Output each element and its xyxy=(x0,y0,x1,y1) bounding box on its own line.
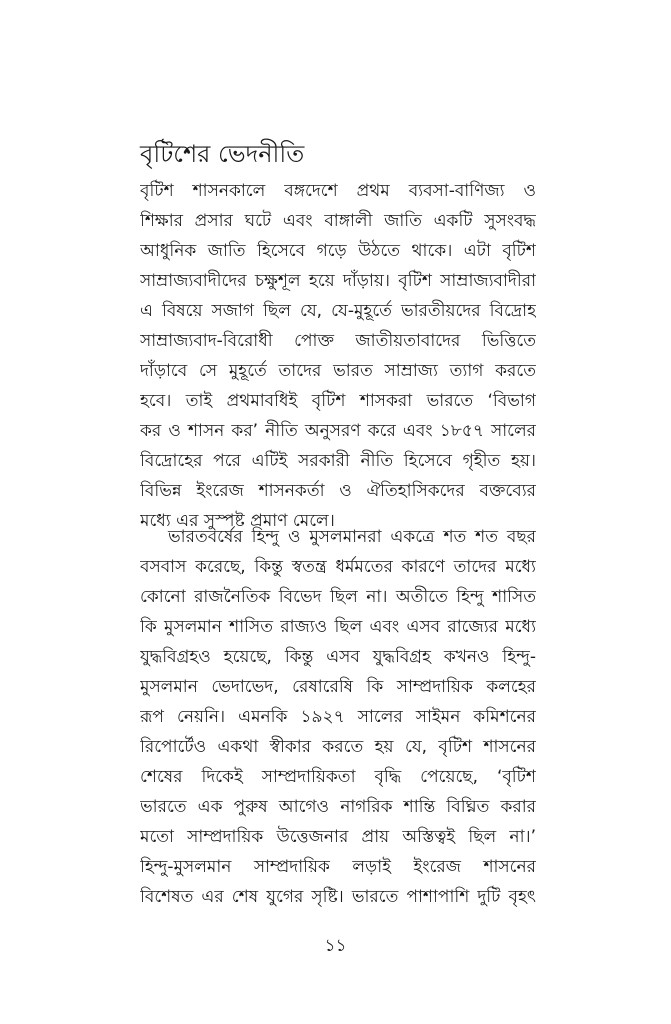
text-line: হবে। তাই প্রথমাবধিই বৃটিশ শাসকরা ভারতে ‘বিভাগ xyxy=(140,391,536,411)
text-line: মুসলমান ভেদাভেদ, রেষারেষি কি সাম্প্রদায়িক কলহের xyxy=(140,677,536,697)
text-line: ভারতে এক পুরুষ আগেও নাগরিক শান্তি বিঘ্নিত করার xyxy=(140,797,536,817)
text-line: বিভিন্ন ইংরেজ শাসনকর্তা ও ঐতিহাসিকদের বক্তব্যের xyxy=(140,481,536,501)
text-line: দাঁড়াবে সে মুহূর্তে তাদের ভারত সাম্রাজ্য ত্যাগ করতে xyxy=(140,361,536,381)
text-line: কর ও শাসন কর’ নীতি অনুসরণ করে এবং ১৮৫৭ সালের xyxy=(140,421,536,441)
text-line: হিন্দু-মুসলমান সাম্প্রদায়িক লড়াই ইংরেজ শাসনের xyxy=(140,857,536,877)
text-line: শেষের দিকেই সাম্প্রদায়িকতা বৃদ্ধি পেয়েছে, ‘বৃটিশ xyxy=(140,767,536,787)
text-line: সাম্রাজ্যবাদ-বিরোধী পোক্ত জাতীয়তাবাদের ভিত্তিতে xyxy=(140,331,536,351)
text-line: কোনো রাজনৈতিক বিভেদ ছিল না। অতীতে হিন্দু শাসিত xyxy=(140,587,536,607)
text-line: বসবাস করেছে, কিন্তু স্বতন্ত্র ধর্মমতের কারণে তাদের মধ্যে xyxy=(140,557,536,577)
text-line: শিক্ষার প্রসার ঘটে এবং বাঙ্গালী জাতি একটি সুসংবদ্ধ xyxy=(140,211,536,231)
section-heading: বৃটিশের ভেদনীতি xyxy=(140,140,305,168)
text-line: বিশেষত এর শেষ যুগের সৃষ্টি। ভারতে পাশাপাশি দুটি বৃহৎ xyxy=(140,887,536,907)
text-line: আধুনিক জাতি হিসেবে গড়ে উঠতে থাকে। এটা বৃটিশ xyxy=(140,241,536,261)
text-line: কি মুসলমান শাসিত রাজ্যও ছিল এবং এসব রাজ্যের মধ্যে xyxy=(140,617,536,637)
paragraph-1 xyxy=(140,176,536,536)
text-line: রিপোর্টেও একথা স্বীকার করতে হয় যে, বৃটিশ শাসনের xyxy=(140,737,536,757)
text-line: বৃটিশ শাসনকালে বঙ্গদেশে প্রথম ব্যবসা-বাণিজ্য ও xyxy=(140,181,536,201)
page-number: ১১ xyxy=(324,936,347,956)
text-line: ভারতবর্ষের হিন্দু ও মুসলমানরা একত্রে শত শত বছর xyxy=(168,527,536,547)
text-line: বিদ্রোহের পরে এটিই সরকারী নীতি হিসেবে গৃহীত হয়। xyxy=(140,451,536,471)
text-line: যুদ্ধবিগ্রহও হয়েছে, কিন্তু এসব যুদ্ধবিগ্রহ কখনও হিন্দু- xyxy=(140,647,536,667)
text-line: রূপ নেয়নি। এমনকি ১৯২৭ সালের সাইমন কমিশনের xyxy=(140,707,536,727)
text-line: মধ্যে এর সুস্পষ্ট প্রমাণ মেলে। xyxy=(140,511,335,531)
text-line: মতো সাম্প্রদায়িক উত্তেজনার প্রায় অস্তিত্বই ছিল না।’ xyxy=(140,827,536,847)
text-line: সাম্রাজ্যবাদীদের চক্ষুশূল হয়ে দাঁড়ায়। বৃটিশ সাম্রাজ্যবাদীরা xyxy=(140,271,536,291)
paragraph-2 xyxy=(140,522,536,912)
text-line: এ বিষয়ে সজাগ ছিল যে, যে-মুহূর্তে ভারতীয়দের বিদ্রোহ xyxy=(140,301,536,321)
